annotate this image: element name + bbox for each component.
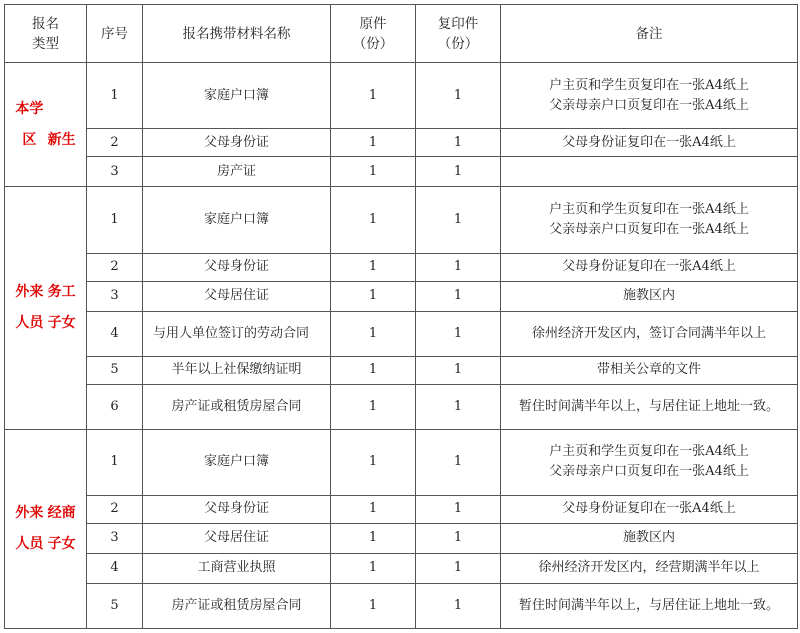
header-original: 原件 （份） — [331, 5, 416, 63]
header-row — [5, 5, 798, 63]
note-cell — [501, 253, 798, 281]
seq-cell: 5 — [87, 583, 143, 628]
original-count-cell: 1 — [331, 495, 416, 523]
note-cell — [501, 384, 798, 429]
note-line: 户主页和学生页复印在一张A4纸上 — [549, 77, 749, 93]
seq-cell: 5 — [87, 356, 143, 384]
material-cell: 家庭户口簿 — [143, 429, 331, 495]
original-count-cell: 1 — [331, 583, 416, 628]
copy-count-cell: 1 — [416, 157, 501, 187]
original-count-cell: 1 — [331, 553, 416, 583]
original-count-cell: 1 — [331, 429, 416, 495]
copy-count-cell: 1 — [416, 187, 501, 253]
original-count-cell: 1 — [331, 63, 416, 129]
copy-count-cell: 1 — [416, 311, 501, 356]
material-cell: 与用人单位签订的劳动合同 — [143, 311, 331, 356]
category-label: 本学区 新生 — [5, 63, 87, 187]
material-cell: 家庭户口簿 — [143, 63, 331, 129]
material-cell: 工商营业执照 — [143, 553, 331, 583]
table-row — [5, 384, 798, 429]
category-label: 外来 经商人员 子女 — [5, 429, 87, 628]
table-row — [5, 553, 798, 583]
copy-count-cell: 1 — [416, 553, 501, 583]
material-cell: 父母身份证 — [143, 129, 331, 157]
material-cell: 房产证 — [143, 157, 331, 187]
table-row — [5, 311, 798, 356]
note-cell — [501, 63, 798, 129]
seq-cell: 1 — [87, 63, 143, 129]
material-cell: 父母居住证 — [143, 281, 331, 311]
seq-cell: 3 — [87, 523, 143, 553]
header-material: 报名携带材料名称 — [143, 5, 331, 63]
table-row — [5, 187, 798, 253]
copy-count-cell: 1 — [416, 583, 501, 628]
copy-count-cell: 1 — [416, 253, 501, 281]
note-cell — [501, 281, 798, 311]
note-line: 父母身份证复印在一张A4纸上 — [562, 259, 736, 275]
header-type: 报名 类型 — [5, 5, 87, 63]
seq-cell: 3 — [87, 157, 143, 187]
copy-count-cell: 1 — [416, 384, 501, 429]
note-line: 徐州经济开发区内，签订合同满半年以上 — [531, 325, 766, 341]
note-line: 父亲母亲户口页复印在一张A4纸上 — [549, 222, 749, 238]
copy-count-cell: 1 — [416, 281, 501, 311]
seq-cell: 1 — [87, 187, 143, 253]
copy-count-cell: 1 — [416, 429, 501, 495]
copy-count-cell: 1 — [416, 356, 501, 384]
materials-table — [4, 4, 798, 629]
header-note: 备注 — [501, 5, 798, 63]
table-row — [5, 495, 798, 523]
note-line: 父亲母亲户口页复印在一张A4纸上 — [549, 97, 749, 113]
note-line: 暂住时间满半年以上，与居住证上地址一致。 — [518, 398, 779, 414]
table-body — [5, 63, 798, 629]
note-line: 施教区内 — [622, 530, 675, 546]
seq-cell: 2 — [87, 253, 143, 281]
original-count-cell: 1 — [331, 311, 416, 356]
note-line: 暂住时间满半年以上，与居住证上地址一致。 — [518, 597, 779, 613]
note-cell — [501, 157, 798, 187]
table-row — [5, 429, 798, 495]
note-cell — [501, 583, 798, 628]
table-row — [5, 583, 798, 628]
original-count-cell: 1 — [331, 129, 416, 157]
note-line: 父母身份证复印在一张A4纸上 — [562, 134, 736, 150]
seq-cell: 1 — [87, 429, 143, 495]
note-cell — [501, 129, 798, 157]
material-cell: 家庭户口簿 — [143, 187, 331, 253]
table-row — [5, 253, 798, 281]
note-cell — [501, 187, 798, 253]
seq-cell: 4 — [87, 553, 143, 583]
original-count-cell: 1 — [331, 253, 416, 281]
category-label: 外来 务工人员 子女 — [5, 187, 87, 429]
note-cell — [501, 553, 798, 583]
note-line: 父亲母亲户口页复印在一张A4纸上 — [549, 464, 749, 480]
material-cell: 房产证或租赁房屋合同 — [143, 583, 331, 628]
seq-cell: 6 — [87, 384, 143, 429]
material-cell: 父母身份证 — [143, 495, 331, 523]
note-line: 户主页和学生页复印在一张A4纸上 — [549, 444, 749, 460]
table-row — [5, 523, 798, 553]
original-count-cell: 1 — [331, 356, 416, 384]
note-line: 徐州经济开发区内，经营期满半年以上 — [538, 560, 760, 576]
note-line: 户主页和学生页复印在一张A4纸上 — [549, 202, 749, 218]
copy-count-cell: 1 — [416, 495, 501, 523]
seq-cell: 3 — [87, 281, 143, 311]
seq-cell: 2 — [87, 129, 143, 157]
original-count-cell: 1 — [331, 281, 416, 311]
note-cell — [501, 523, 798, 553]
seq-cell: 2 — [87, 495, 143, 523]
copy-count-cell: 1 — [416, 129, 501, 157]
note-line: 带相关公章的文件 — [596, 362, 701, 378]
note-cell — [501, 356, 798, 384]
material-cell: 半年以上社保缴纳证明 — [143, 356, 331, 384]
table-row — [5, 281, 798, 311]
copy-count-cell: 1 — [416, 523, 501, 553]
table-row — [5, 129, 798, 157]
table-row — [5, 63, 798, 129]
original-count-cell: 1 — [331, 157, 416, 187]
header-seq: 序号 — [87, 5, 143, 63]
original-count-cell: 1 — [331, 187, 416, 253]
note-cell — [501, 495, 798, 523]
seq-cell: 4 — [87, 311, 143, 356]
material-cell: 父母身份证 — [143, 253, 331, 281]
note-line: 施教区内 — [622, 288, 675, 304]
table-row — [5, 356, 798, 384]
note-cell — [501, 429, 798, 495]
copy-count-cell: 1 — [416, 63, 501, 129]
note-line: 父母身份证复印在一张A4纸上 — [562, 501, 736, 517]
note-cell — [501, 311, 798, 356]
table-row — [5, 157, 798, 187]
material-cell: 房产证或租赁房屋合同 — [143, 384, 331, 429]
header-copy: 复印件 （份） — [416, 5, 501, 63]
original-count-cell: 1 — [331, 523, 416, 553]
original-count-cell: 1 — [331, 384, 416, 429]
material-cell: 父母居住证 — [143, 523, 331, 553]
